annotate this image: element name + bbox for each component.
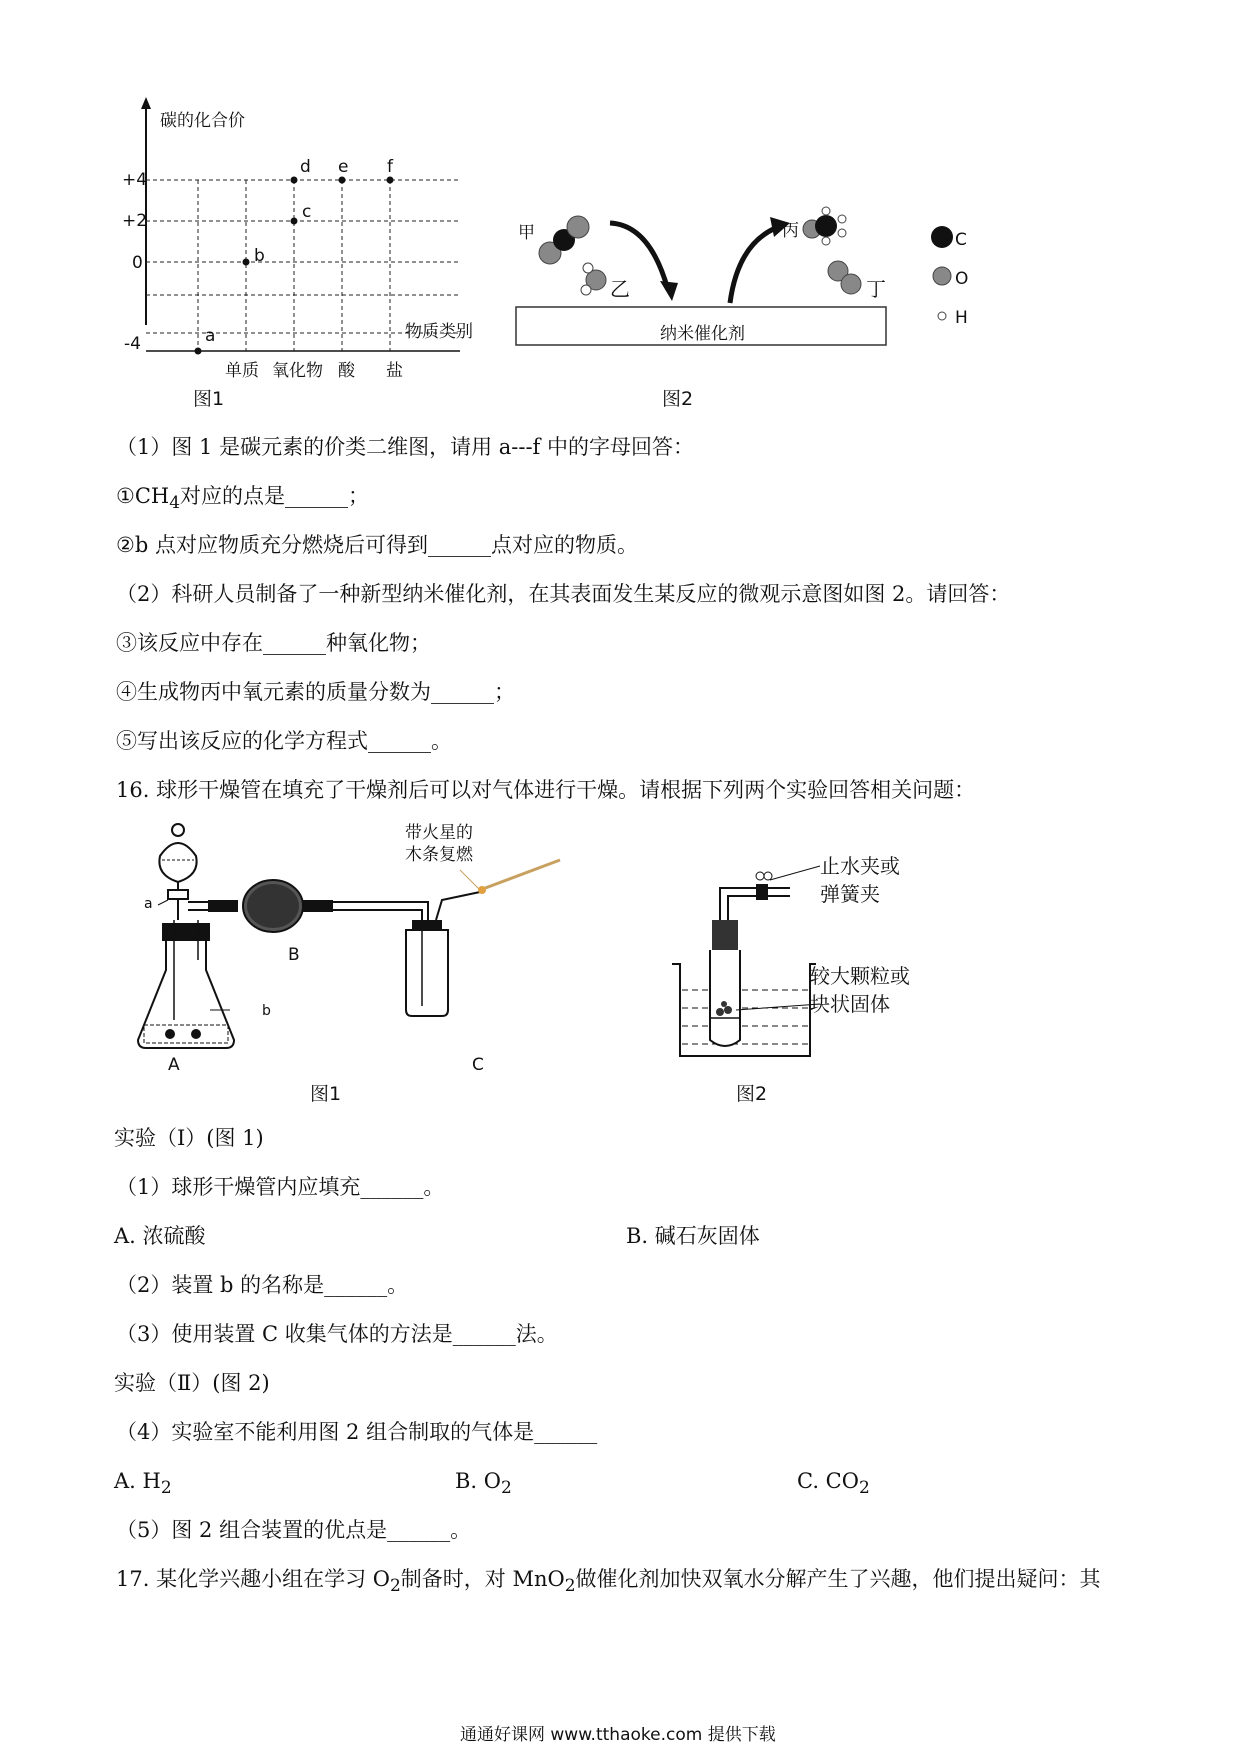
exp1-heading: 实验（Ⅰ）(图 1) [114,1126,264,1150]
beaker [672,964,816,1056]
reaction-diagram [510,195,980,360]
bing-atom-h4 [822,237,830,245]
leader-a [158,900,168,905]
q15-item5: ⑤写出该反应的化学方程式______。 [116,729,452,753]
solid-leader [736,1004,820,1010]
legend-o-atom [933,267,951,285]
q16-sub4-option-c: C. $CO_2$ [797,1469,870,1499]
fig1-label-b: b [262,1003,271,1019]
q17-stem: 17. 某化学兴趣小组在学习 $O_2$制备时，对 MnO$_2$做催化剂加快双氧水分解产生了兴趣，他们提出疑问：其 [116,1567,1101,1597]
flask-stopper [162,923,210,941]
rubber-connector-2 [303,900,333,912]
legend-c-label: C [955,230,967,250]
x-cat-salt: 盐 [386,361,403,381]
label-yi: 乙 [610,277,630,301]
wood-splint [480,860,560,890]
point-b [243,259,250,266]
q16-sub1-option-b: B. 碱石灰固体 [626,1224,760,1248]
jia-atom-o2 [567,216,589,238]
point-e [339,177,346,184]
point-label-b: b [254,246,265,266]
label-ding: 丁 [866,277,886,301]
q15-intro: （1）图 1 是碳元素的价类二维图，请用 a---f 中的字母回答： [116,435,695,459]
fig2-note-line3: 较大颗粒或 [810,964,910,988]
q16-sub1: （1）球形干燥管内应填充______。 [116,1175,445,1199]
fig1-note-line1: 带火星的 [405,823,473,843]
x-cat-acid: 酸 [338,361,355,381]
arrow-down-head [660,281,678,301]
fig1-label-C: C [472,1055,484,1075]
fig2-caption: 图2 [736,1083,768,1105]
catalyst-label: 纳米催化剂 [660,324,745,344]
spring-clamp [756,884,768,900]
y-tick-minus4: -4 [124,334,141,354]
legend-o-label: O [955,269,969,289]
fig1-caption: 图1 [310,1083,342,1105]
bing-atom-h1 [822,207,830,215]
point-label-d: d [300,157,311,177]
bottle-neck [412,920,442,930]
q16-sub4-option-a: A. $H_2$ [114,1469,172,1499]
tube-to-bottle [333,902,428,922]
q16-stem: 16. 球形干燥管在填充了干燥剂后可以对气体进行干燥。请根据下列两个实验回答相关问题： [116,778,976,802]
point-c [291,218,298,225]
point-label-e: e [338,157,349,177]
fig1-label-A: A [168,1055,180,1075]
q15-item1: $①CH_4$对应的点是______； [116,484,370,514]
label-jia: 甲 [518,223,535,243]
y-tick-plus4: +4 [122,170,148,190]
page-footer: 通通好课网 www.tthaoke.com 提供下载 [460,1725,776,1745]
fig2-note-line2: 弹簧夹 [820,882,880,906]
arrow-up [730,227,778,303]
q15-part2-intro: （2）科研人员制备了一种新型纳米催化剂，在其表面发生某反应的微观示意图如图 2。请回答： [116,582,1011,606]
apparatus-fig1 [130,820,650,1070]
fig-top2-caption: 图2 [662,388,694,410]
point-d [291,177,298,184]
q15-item2: ②b 点对应物质充分燃烧后可得到______点对应的物质。 [116,533,638,557]
test-tube [710,950,740,1046]
point-a [195,348,202,355]
fig2-note-line1: 止水夹或 [820,854,900,878]
collection-bottle [406,930,448,1016]
point-f [387,177,394,184]
legend-h-label: H [955,308,968,328]
fig1-note-line2: 木条复燃 [405,845,473,865]
funnel-stopper [172,824,184,836]
y-tick-plus2: +2 [122,211,148,231]
yi-atom-h2 [581,285,591,295]
bing-atom-c [815,215,837,237]
apparatus-fig2 [670,840,840,1070]
q16-sub4-option-b: B. $O_2$ [455,1469,512,1499]
conical-flask [138,940,234,1048]
x-cat-element: 单质 [225,361,259,381]
bing-atom-h3 [838,229,846,237]
fig2-note-line4: 块状固体 [810,992,890,1016]
exp2-heading: 实验（Ⅱ）(图 2) [114,1371,270,1395]
legend-h-atom [938,312,946,320]
point-label-f: f [387,157,393,177]
x-axis-label: 物质类别 [405,322,473,342]
q16-sub4: （4）实验室不能利用图 2 组合制取的气体是______ [116,1420,598,1444]
x-cat-oxide: 氧化物 [272,361,323,381]
clamp-leader [770,866,820,880]
fig1-label-a: a [144,896,153,912]
rubber-connector-1 [208,900,238,912]
y-axis-label: 碳的化合价 [160,111,245,131]
ding-atom-o2 [841,274,861,294]
y-axis-arrow [141,97,151,109]
point-label-c: c [302,202,312,222]
bottle-outlet [436,892,480,920]
separatory-funnel [159,843,196,882]
q16-sub5: （5）图 2 组合装置的优点是______。 [116,1518,472,1542]
fig1-label-B: B [288,945,300,965]
bing-atom-h2 [838,215,846,223]
q16-sub1-option-a: A. 浓硫酸 [114,1224,206,1248]
point-label-a: a [205,326,216,346]
q16-sub2: （2）装置 b 的名称是______。 [116,1273,409,1297]
legend-c-atom [931,226,953,248]
q16-sub3: （3）使用装置 C 收集气体的方法是______法。 [116,1322,558,1346]
tube-stopper [712,920,738,950]
funnel-stopcock [168,890,188,899]
y-tick-0: 0 [132,253,143,273]
yi-atom-h1 [583,263,593,273]
q15-item4: ④生成物丙中氧元素的质量分数为______； [116,680,515,704]
q15-item3: ③该反应中存在______种氧化物； [116,631,431,655]
fig-top1-caption: 图1 [193,388,225,410]
label-bing: 丙 [782,221,799,241]
